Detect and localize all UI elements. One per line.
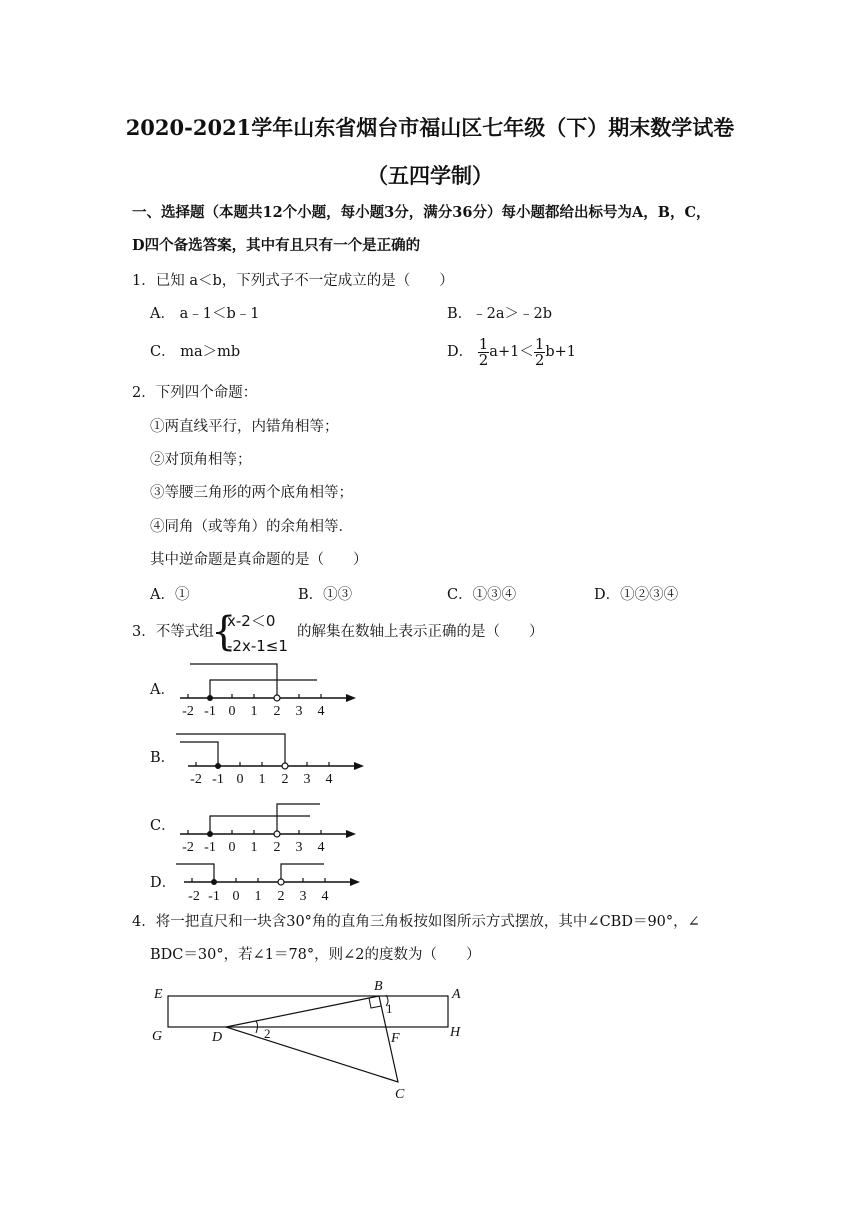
section-heading-line1: 一、选择题（本题共12个小题，每小题3分，满分36分）每小题都给出标号为A，B，C，	[132, 204, 711, 221]
tick-label: 4	[317, 704, 325, 719]
label-h: H	[450, 1025, 461, 1040]
label-angle-1: 1	[386, 1001, 393, 1016]
q3-stem-pre: 3．不等式组	[132, 624, 214, 640]
q3-option-c-label: C．	[150, 818, 176, 834]
q1-option-a: A． a﹣1＜b﹣1	[150, 306, 260, 322]
solution-bracket-x-le-neg1	[176, 864, 214, 882]
q2-option-c: C．①③④	[447, 587, 517, 603]
tick-label: 4	[325, 772, 333, 787]
tick-label: 1	[254, 889, 262, 904]
tick-label: 2	[277, 889, 285, 904]
solution-bracket-x-ge-neg1	[210, 680, 317, 698]
q3-option-d-label: D．	[150, 875, 177, 891]
axis-arrow	[350, 878, 360, 886]
closed-dot-neg1	[207, 695, 213, 701]
frac-denominator: 2	[534, 350, 545, 369]
q2-proposition-4: ④同角（或等角）的余角相等．	[150, 519, 353, 535]
open-dot-2	[274, 831, 280, 837]
tick-label: -2	[182, 704, 194, 719]
tick-label: -1	[212, 772, 224, 787]
tick-label: 0	[228, 840, 236, 855]
q4-stem-line2: BDC＝30°，若∠1＝78°，则∠2的度数为（ ）	[150, 947, 481, 963]
q3-inequality-2: -2x-1≤1	[227, 637, 288, 655]
q2-proposition-3: ③等腰三角形的两个底角相等；	[150, 485, 353, 501]
q1-option-d-fraction-1	[478, 334, 490, 369]
q3-stem-post: 的解集在数轴上表示正确的是（ ）	[297, 624, 544, 640]
open-dot-2	[282, 763, 288, 769]
q3-option-a-number-line	[170, 662, 370, 722]
label-f: F	[391, 1031, 400, 1046]
q3-option-a-label: A．	[150, 682, 175, 698]
open-dot-2	[274, 695, 280, 701]
solution-bracket-x-ge-2	[277, 804, 320, 834]
q2-option-b: B．①③	[298, 587, 353, 603]
axis-arrow	[346, 830, 356, 838]
tick-label: 1	[258, 772, 266, 787]
solution-bracket-x-ge-neg1	[210, 816, 310, 834]
label-g: G	[152, 1029, 163, 1044]
frac-numerator: 1	[478, 334, 489, 353]
q3-option-b-label: B．	[150, 750, 176, 766]
tick-label: -2	[190, 772, 202, 787]
tick-label: 0	[232, 889, 240, 904]
q1-option-d-middle: a+1＜	[489, 344, 534, 360]
ruler	[168, 996, 448, 1027]
solution-bracket-x-lt-2	[190, 664, 277, 698]
solution-bracket-x-le-neg1	[180, 742, 218, 766]
tick-label: -1	[204, 704, 216, 719]
label-e: E	[154, 987, 163, 1002]
frac-numerator: 1	[534, 334, 545, 353]
tick-label: 2	[281, 772, 289, 787]
q1-option-c: C． ma＞mb	[150, 344, 241, 360]
tick-label: 3	[303, 772, 311, 787]
tick-label: 1	[250, 704, 258, 719]
tick-label: 0	[236, 772, 244, 787]
q3-option-b-number-line	[176, 730, 376, 790]
q1-option-d-label: D．	[447, 344, 474, 360]
right-triangle	[226, 996, 398, 1082]
q2-proposition-2: ②对顶角相等；	[150, 452, 252, 468]
solution-bracket-x-gt-2	[176, 734, 285, 766]
label-a: A	[452, 987, 461, 1002]
q2-option-a: A．①	[150, 587, 190, 603]
open-dot-2	[278, 879, 284, 885]
tick-label: -2	[188, 889, 200, 904]
tick-label: 4	[317, 840, 325, 855]
q2-ask: 其中逆命题是真命题的是（ ）	[150, 552, 368, 568]
q3-inequality-1: x-2＜0	[227, 612, 276, 630]
q3-option-d-number-line	[174, 852, 374, 912]
label-angle-2: 2	[264, 1026, 271, 1041]
tick-label: 3	[295, 704, 303, 719]
q1-option-d-fraction-2	[534, 334, 546, 369]
tick-label: 0	[228, 704, 236, 719]
closed-dot-neg1	[211, 879, 217, 885]
label-b: B	[374, 979, 383, 994]
q3-system-brace: {	[211, 609, 237, 655]
title-line1: 2020-2021学年山东省烟台市福山区七年级（下）期末数学试卷	[125, 115, 735, 140]
title-line2: （五四学制）	[367, 163, 493, 188]
section-heading-line2: D四个备选答案，其中有且只有一个是正确的	[132, 237, 421, 254]
q4-ruler-triangle-figure	[148, 976, 488, 1106]
q2-option-d: D．①②③④	[594, 587, 679, 603]
tick-label: 3	[295, 840, 303, 855]
tick-label: 2	[273, 840, 281, 855]
tick-label: 4	[321, 889, 329, 904]
closed-dot-neg1	[215, 763, 221, 769]
axis-arrow	[346, 694, 356, 702]
q1-stem: 1．已知 a＜b，下列式子不一定成立的是（ ）	[132, 273, 454, 289]
q1-option-d	[447, 334, 576, 370]
tick-label: 1	[250, 840, 258, 855]
label-c: C	[395, 1087, 405, 1102]
closed-dot-neg1	[207, 831, 213, 837]
frac-denominator: 2	[478, 350, 489, 369]
tick-label: 3	[299, 889, 307, 904]
tick-label: -1	[208, 889, 220, 904]
q4-stem-line1: 4．将一把直尺和一块含30°角的直角三角板按如图所示方式摆放，其中∠CBD＝90°，∠	[132, 914, 700, 930]
q1-option-b: B．﹣2a＞﹣2b	[447, 306, 553, 322]
q1-option-d-end: b+1	[545, 344, 577, 360]
axis-arrow	[354, 762, 364, 770]
q2-proposition-1: ①两直线平行，内错角相等；	[150, 419, 339, 435]
tick-label: 2	[273, 704, 281, 719]
q3-option-c-number-line	[170, 798, 370, 858]
tick-label: -1	[204, 840, 216, 855]
label-d: D	[212, 1030, 223, 1045]
q2-stem: 2．下列四个命题：	[132, 385, 258, 401]
tick-label: -2	[182, 840, 194, 855]
